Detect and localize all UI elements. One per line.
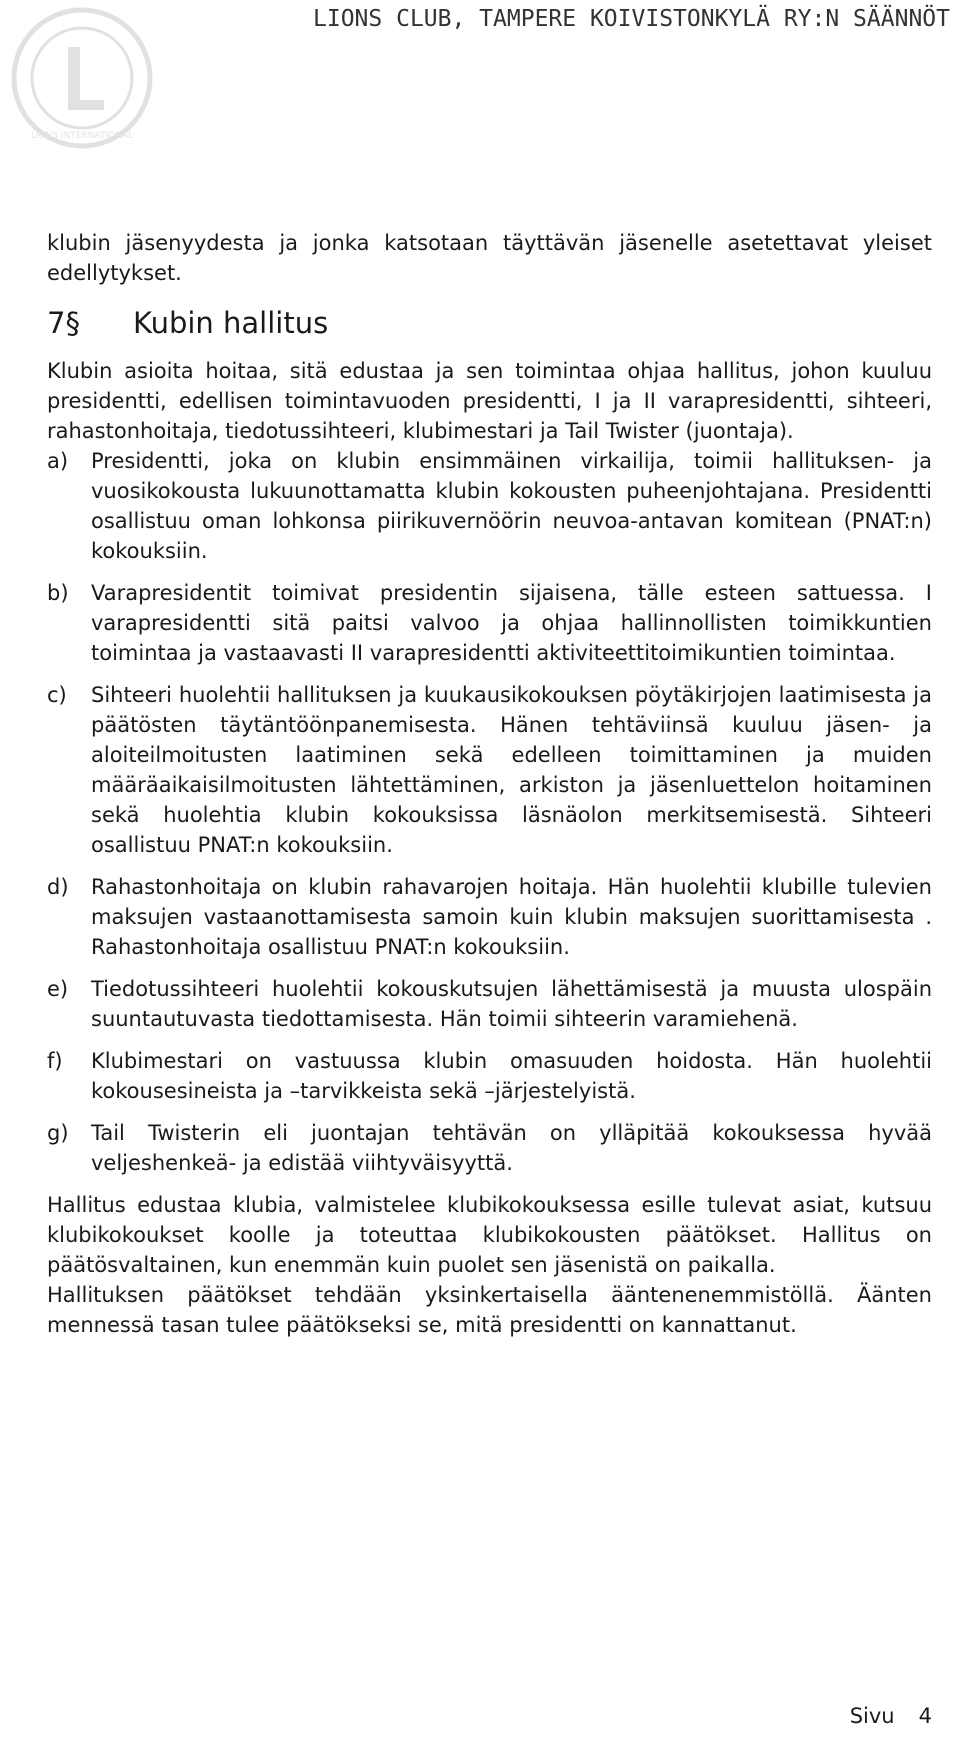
- list-item: [47, 446, 932, 566]
- page-label: Sivu: [849, 1704, 895, 1728]
- lions-logo-watermark: [10, 2, 155, 152]
- list-item-marker: f): [47, 1049, 63, 1073]
- list-item: [47, 1118, 932, 1178]
- section-heading: [47, 304, 932, 342]
- list-item-text: Tiedotussihteeri huolehtii kokouskutsujen lähettämisestä ja muusta ulospäin suuntautuvasta tiedottamisesta. Hän toimii sihteerin varamiehenä.: [91, 977, 932, 1031]
- section-title: Kubin hallitus: [133, 306, 329, 340]
- page-footer: [850, 1701, 932, 1731]
- page-number: 4: [918, 1704, 932, 1728]
- decisions-paragraph: Hallituksen päätökset tehdään yksinkertaisella ääntenenemmistöllä. Äänten mennessä tasan tulee päätökseksi se, mitä presidentti on kannattanut.: [47, 1283, 932, 1337]
- logo-text: LIONS INTERNATIONAL: [30, 131, 134, 141]
- lions-emblem-icon: [10, 2, 155, 152]
- list-item-text: Klubimestari on vastuussa klubin omasuuden hoidosta. Hän huolehtii kokousesineista ja –tarvikkeista sekä –järjestelyistä.: [91, 1049, 932, 1103]
- list-item: [47, 872, 932, 962]
- list-item-text: Sihteeri huolehtii hallituksen ja kuukausikokouksen pöytäkirjojen laatimisesta ja päätösten täytäntöönpanemisesta. Hänen tehtäviinsä kuuluu jäsen- ja aloiteilmoitusten laatiminen sekä edelleen toimittaminen ja muiden määräaikaisilmoitusten lähtettäminen, arkiston ja jäsenluettelon hoitaminen sekä huolehtia klubin kokouksissa läsnäolon merkitsemisestä. Sihteeri osallistuu PNAT:n kokouksiin.: [91, 683, 932, 857]
- list-item-text: Presidentti, joka on klubin ensimmäinen virkailija, toimii hallituksen- ja vuosikokousta lukuunottamatta klubin kokousten puheenjohtajana. Presidentti osallistuu oman lohkonsa piirikuvernöörin neuvoa-antavan komitean (PNAT:n) kokouksiin.: [91, 449, 932, 563]
- section-intro: Klubin asioita hoitaa, sitä edustaa ja sen toimintaa ohjaa hallitus, johon kuuluu presidentti, edellisen toimintavuoden presidentti, I ja II varapresidentti, sihteeri, rahastonhoitaja, tiedotussihteeri, klubimestari ja Tail Twister (juontaja).: [47, 359, 932, 443]
- list-item: [47, 974, 932, 1034]
- document-body: [47, 228, 932, 1340]
- list-item-marker: g): [47, 1121, 69, 1145]
- list-item-marker: b): [47, 581, 69, 605]
- list-item: [47, 680, 932, 860]
- list-item-marker: a): [47, 449, 69, 473]
- list-item-text: Varapresidentit toimivat presidentin sijaisena, tälle esteen sattuessa. I varapresidentti sitä paitsi valvoo ja ohjaa hallinnollisten toimikkuntien toimintaa ja vastaavasti II varapresidentti aktiviteettitoimikuntien toimintaa.: [91, 581, 932, 665]
- section-number: 7§: [47, 306, 80, 340]
- list-item-text: Tail Twisterin eli juontajan tehtävän on ylläpitää kokouksessa hyvää veljeshenkeä- ja edistää viihtyväisyyttä.: [91, 1121, 932, 1175]
- list-item-text: Rahastonhoitaja on klubin rahavarojen hoitaja. Hän huolehtii klubille tulevien maksujen vastaanottamisesta samoin kuin klubin maksujen suorittamisesta . Rahastonhoitaja osallistuu PNAT:n kokouksiin.: [91, 875, 932, 959]
- list-item: [47, 1046, 932, 1106]
- lead-paragraph: klubin jäsenyydesta ja jonka katsotaan täyttävän jäsenelle asetettavat yleiset edellytykset.: [47, 231, 932, 285]
- list-item-marker: c): [47, 683, 67, 707]
- document-header-title: LIONS CLUB, TAMPERE KOIVISTONKYLÄ RY:N SÄÄNNÖT: [313, 6, 950, 32]
- list-item-marker: e): [47, 977, 69, 1001]
- list-item: [47, 578, 932, 668]
- list-item-marker: d): [47, 875, 69, 899]
- duties-list: [47, 446, 932, 1178]
- board-paragraph: Hallitus edustaa klubia, valmistelee klubikokouksessa esille tulevat asiat, kutsuu klubikokoukset koolle ja toteuttaa klubikokousten päätökset. Hallitus on päätösvaltainen, kun enemmän kuin puolet sen jäsenistä on paikalla.: [47, 1193, 932, 1277]
